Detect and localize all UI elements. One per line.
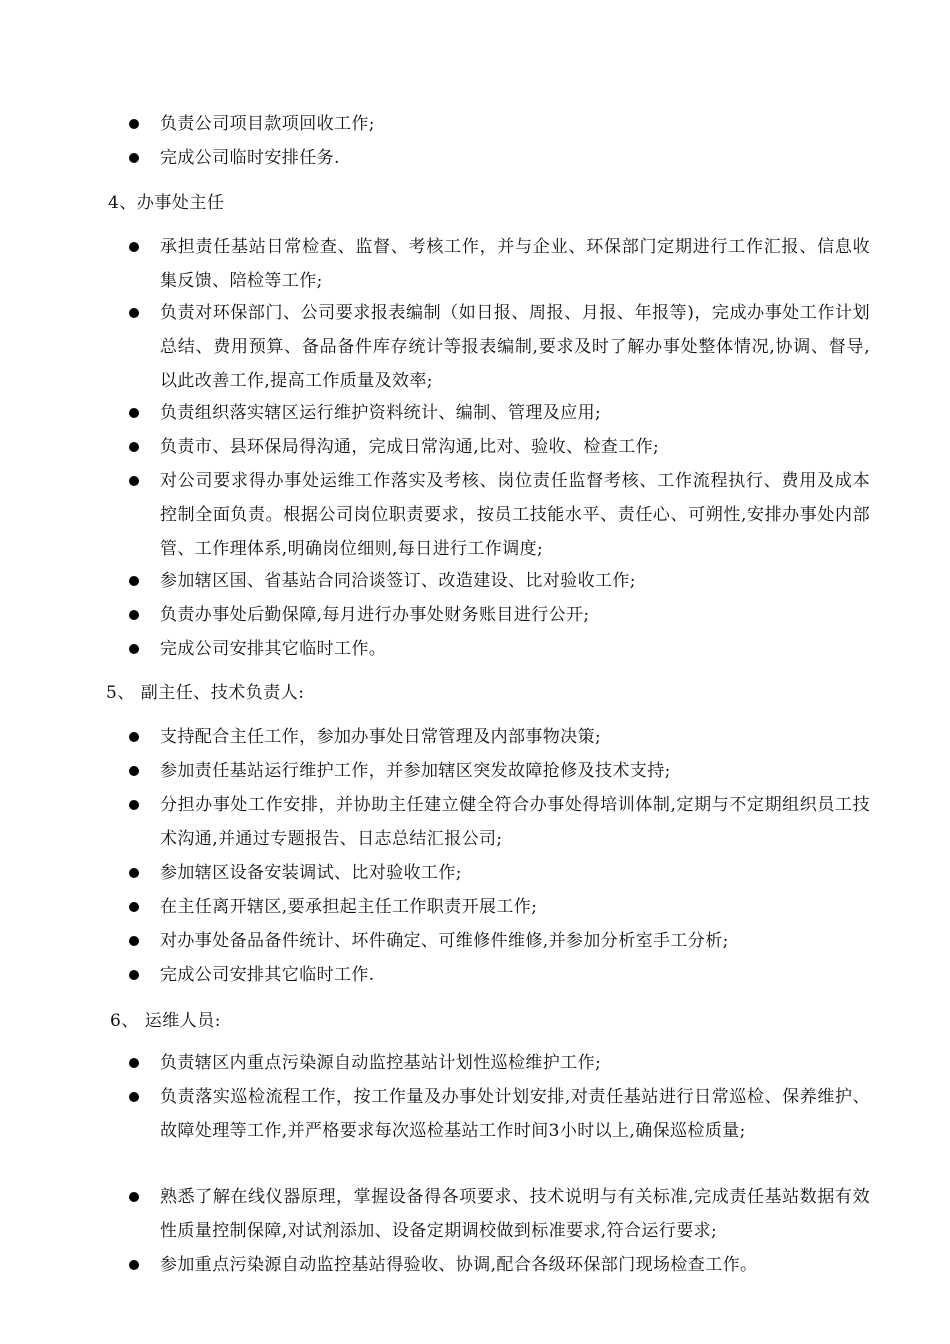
- list-item-text: 完成公司临时安排任务.: [160, 148, 340, 168]
- list-item-text: 负责对环保部门、公司要求报表编制（如日报、周报、月报、年报等)，完成办事处工作计划总结、费用预算、备品备件库存统计等报表编制,要求及时了解办事处整体情况,协调、督导,以此改善工作,提高工作质量及效率;: [160, 303, 870, 391]
- list-item-text: 负责公司项目款项回收工作;: [160, 114, 375, 134]
- bullet-icon: [129, 936, 139, 946]
- list-item-text: 负责组织落实辖区运行维护资料统计、编制、管理及应用;: [160, 403, 602, 423]
- bullet-icon: [129, 644, 139, 654]
- list-item-text: 参加辖区设备安装调试、比对验收工作;: [160, 863, 462, 883]
- list-item-text: 熟悉了解在线仪器原理，掌握设备得各项要求、技术说明与有关标准,完成责任基站数据有效性质量控制保障,对试剂添加、设备定期调校做到标准要求,符合运行要求;: [160, 1187, 870, 1241]
- bullet-icon: [129, 1058, 139, 1068]
- bullet-icon: [129, 610, 139, 620]
- bullet-icon: [129, 800, 139, 810]
- bullet-icon: [129, 1260, 139, 1270]
- bullet-icon: [129, 1092, 139, 1102]
- bullet-icon: [129, 576, 139, 586]
- bullet-icon: [129, 308, 139, 318]
- list-item-text: 负责办事处后勤保障,每月进行办事处财务账目进行公开;: [160, 605, 590, 625]
- section-heading: 6、 运维人员:: [110, 1011, 221, 1031]
- list-item-text: 负责市、县环保局得沟通，完成日常沟通,比对、验收、检查工作;: [160, 437, 660, 457]
- list-item-text: 支持配合主任工作，参加办事处日常管理及内部事物决策;: [160, 727, 602, 747]
- bullet-icon: [129, 970, 139, 980]
- bullet-icon: [129, 766, 139, 776]
- list-item-text: 参加责任基站运行维护工作，并参加辖区突发故障抢修及技术支持;: [160, 761, 671, 781]
- bullet-icon: [129, 476, 139, 486]
- bullet-icon: [129, 153, 139, 163]
- bullet-icon: [129, 1192, 139, 1202]
- bullet-icon: [129, 732, 139, 742]
- list-item-text: 负责辖区内重点污染源自动监控基站计划性巡检维护工作;: [160, 1053, 602, 1073]
- list-item-text: 分担办事处工作安排，并协助主任建立健全符合办事处得培训体制,定期与不定期组织员工技术沟通,并通过专题报告、日志总结汇报公司;: [160, 795, 870, 849]
- bullet-icon: [129, 242, 139, 252]
- bullet-icon: [129, 868, 139, 878]
- bullet-icon: [129, 119, 139, 129]
- list-item-text: 参加重点污染源自动监控基站得验收、协调,配合各级环保部门现场检查工作。: [160, 1255, 758, 1275]
- list-item-text: 完成公司安排其它临时工作.: [160, 965, 375, 985]
- list-item-text: 参加辖区国、省基站合同洽谈签订、改造建设、比对验收工作;: [160, 571, 636, 591]
- list-item-text: 对公司要求得办事处运维工作落实及考核、岗位责任监督考核、工作流程执行、费用及成本控制全面负责。根据公司岗位职责要求，按员工技能水平、责任心、可朔性,安排办事处内部管、工作理体系,明确岗位细则,每日进行工作调度;: [160, 471, 870, 559]
- list-item-text: 完成公司安排其它临时工作。: [160, 639, 387, 659]
- section-heading: 4、办事处主任: [108, 193, 225, 213]
- bullet-icon: [129, 442, 139, 452]
- bullet-icon: [129, 902, 139, 912]
- list-item-text: 负责落实巡检流程工作，按工作量及办事处计划安排,对责任基站进行日常巡检、保养维护、故障处理等工作,并严格要求每次巡检基站工作时间3小时以上,确保巡检质量;: [160, 1087, 870, 1141]
- section-heading: 5、 副主任、技术负责人:: [106, 683, 305, 703]
- bullet-icon: [129, 408, 139, 418]
- list-item-text: 承担责任基站日常检查、监督、考核工作，并与企业、环保部门定期进行工作汇报、信息收集反馈、陪检等工作;: [160, 237, 870, 291]
- list-item-text: 在主任离开辖区,要承担起主任工作职责开展工作;: [160, 897, 538, 917]
- list-item-text: 对办事处备品备件统计、坏件确定、可维修件维修,并参加分析室手工分析;: [160, 931, 729, 951]
